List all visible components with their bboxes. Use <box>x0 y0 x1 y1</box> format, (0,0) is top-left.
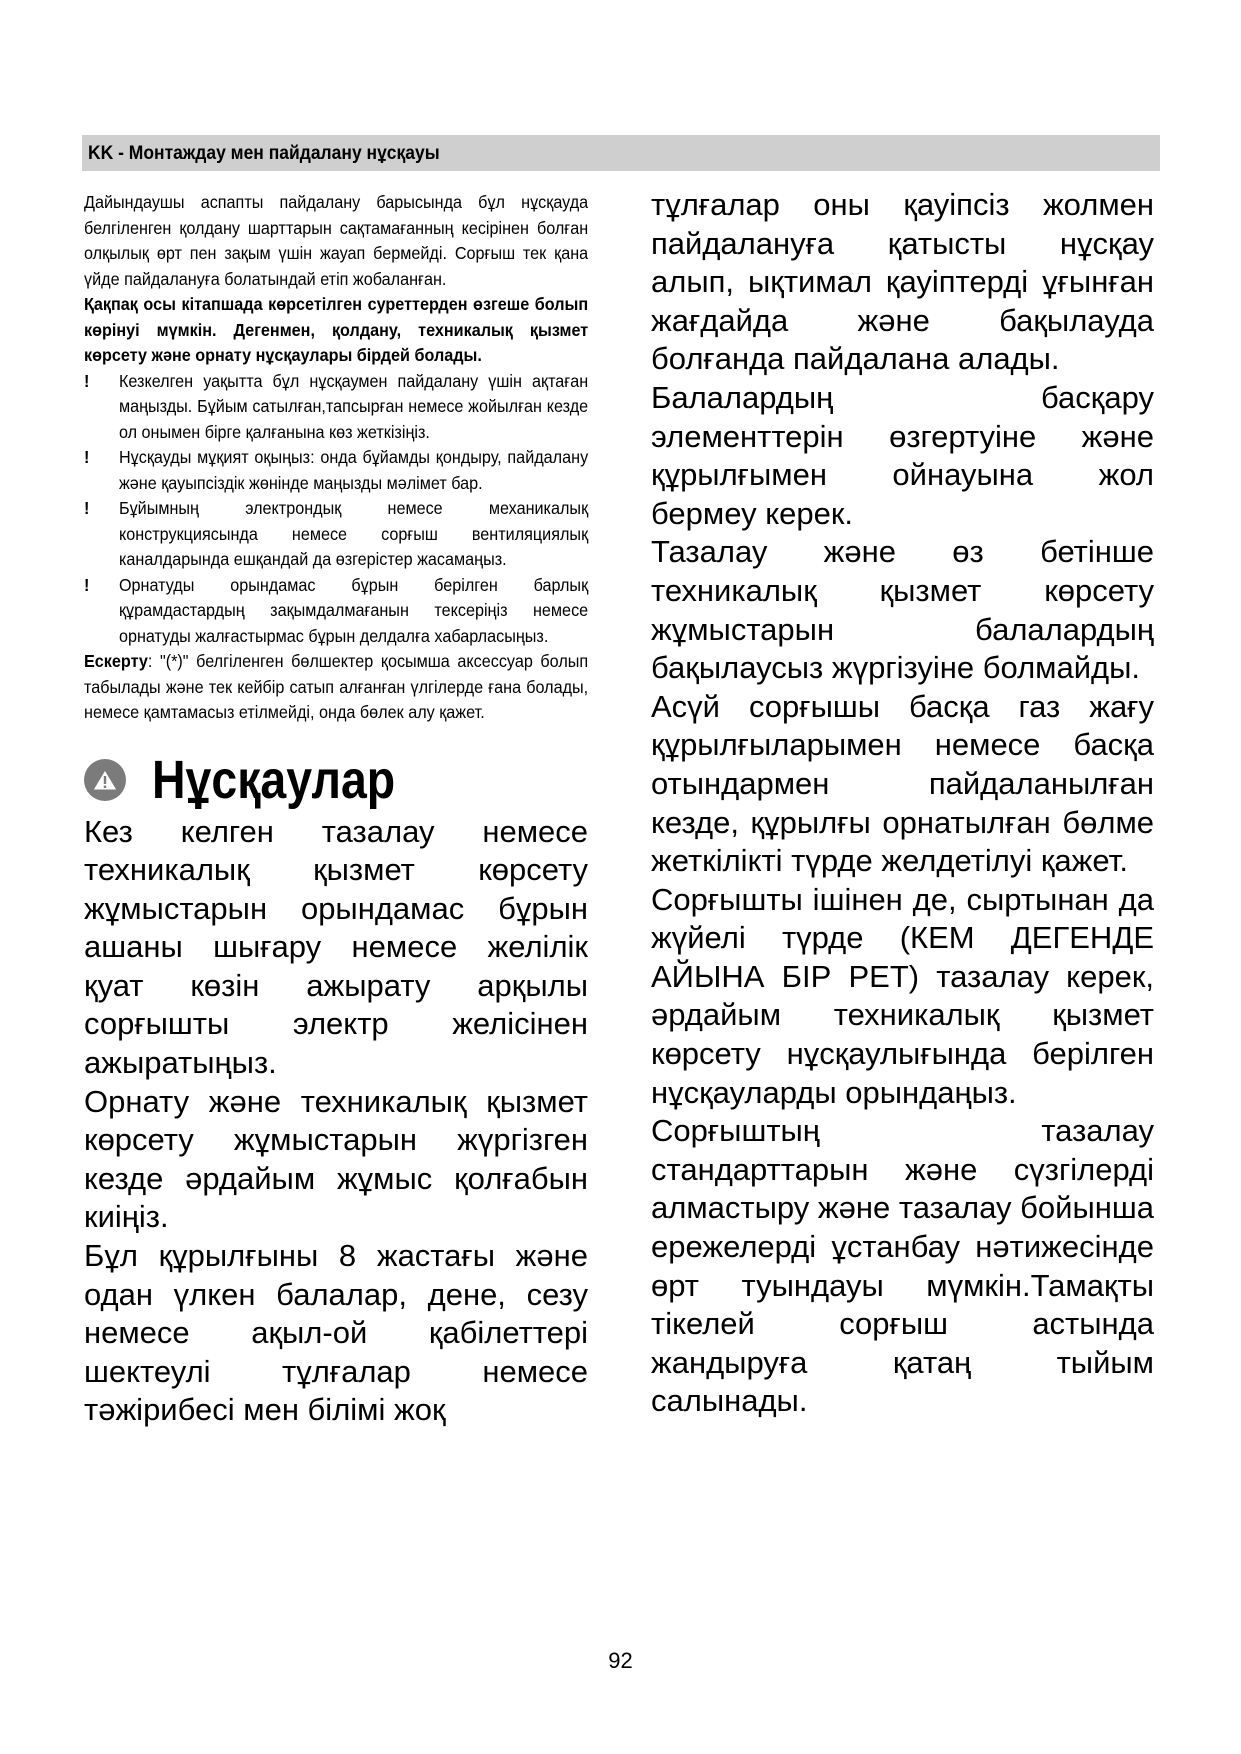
instruction-paragraph: тұлғалар оны қауіпсіз жолмен пайдалануға қатысты нұсқау алып, ықтимал қауіптерді ұғынған жағдайда және бақылауда болғанда пайдалана алады. <box>651 187 1154 377</box>
section-heading <box>84 750 588 810</box>
header-bar <box>82 135 1160 171</box>
note-label: Ескерту <box>84 651 148 671</box>
bullet-item <box>84 369 588 446</box>
section-title: Нұсқаулар <box>152 749 396 810</box>
bullet-text: Орнатуды орындамас бұрын берілген барлық құрамдастардың зақымдалмағанын тексеріңіз немесе орнатуды жалғастырмас бұрын делдалға хабарласыңыз. <box>118 574 589 646</box>
exclamation-icon: ! <box>84 370 90 391</box>
note-text: : "(*)" белгіленген бөлшектер қосымша аксессуар болып табылады және тек кейбір сатып алғанған үлгілерде ғана болады, немесе қамтамасыз етілмейді, онда бөлек алу қажет. <box>84 651 589 722</box>
bullet-text: Бұйымның электрондық немесе механикалық конструкциясында немесе сорғыш вентиляциялық каналдарында ешқандай да өзгерістер жасамаңыз. <box>118 498 589 569</box>
exclamation-icon: ! <box>84 574 90 595</box>
right-column <box>651 186 1154 1421</box>
instruction-paragraph: Бұл құрылғыны 8 жастағы және одан үлкен балалар, дене, сезу немесе ақыл-ой қабілеттері шектеулі тұлғалар немесе тәжірибесі мен білімі жоқ <box>84 1238 588 1428</box>
page-number: 92 <box>608 1648 633 1673</box>
bullet-item <box>84 573 588 650</box>
bullet-text: Кезкелген уақытта бұл нұсқаумен пайдалану үшін ақтаған маңызды. Бұйым сатылған,тапсырған немесе жойылған кезде ол онымен бірге қалғанына көз жеткізіңіз. <box>118 370 589 442</box>
instruction-paragraph: Кез келген тазалау немесе техникалық қызмет көрсету жұмыстарын орындамас бұрын ашаны шығару немесе желілік қуат көзін ажырату арқылы сорғышты электр желісінен ажыратыңыз. <box>84 813 588 1081</box>
left-column <box>84 190 588 1430</box>
instruction-paragraph: Тазалау және өз бетінше техникалық қызмет көрсету жұмыстарын балалардың бақылаусыз жүргізуіне болмайды. <box>651 534 1154 686</box>
header-title: KK - Монтаждау мен пайдалану нұсқауы <box>88 143 440 164</box>
bullet-item <box>84 445 588 496</box>
instruction-paragraph: Сорғышты ішінен де, сыртынан да жүйелі түрде (КЕМ ДЕГЕНДЕ АЙЫНА БІР РЕТ) тазалау керек, әрдайым техникалық қызмет көрсету нұсқаулығында берілген нұсқауларды орындаңыз. <box>651 881 1154 1110</box>
intro-paragraph: Дайындаушы аспапты пайдалану барысында бұл нұсқауда белгіленген қолдану шарттарын сақтамағанның кесірінен болған олқылық өрт пен зақым үшін жауап бермейді. Сорғыш тек қана үйде пайдалануға болатындай етіп жобаланған. <box>84 192 589 289</box>
note-paragraph <box>84 649 588 726</box>
bullet-item <box>84 496 588 573</box>
intro-bold-paragraph: Қақпақ осы кітапшада көрсетілген суреттерден өзгеше болып көрінуі мүмкін. Дегенмен, қолдану, техникалық қызмет көрсету және орнату нұсқаулары бірдей болады. <box>84 294 589 365</box>
exclamation-icon: ! <box>84 498 90 518</box>
instruction-paragraph: Асүй сорғышы басқа газ жағу құрылғыларымен немесе басқа отындармен пайдаланылған кезде, құрылғы орнатылған бөлме жеткілікті түрде желдетілуі қажет. <box>651 688 1154 879</box>
instruction-paragraph: Орнату және техникалық қызмет көрсету жұмыстарын жүргізген кезде әрдайым жұмыс қолғабын киіңіз. <box>84 1083 588 1235</box>
warning-triangle-icon <box>92 769 118 791</box>
bullet-text: Нұсқауды мұқият оқыңыз: онда бұйамды қондыру, пайдалану және қауыпсіздік жөнінде маңызды мәлімет бар. <box>118 447 589 493</box>
instruction-paragraph: Балалардың басқару элементтерін өзгертуіне және құрылғымен ойнауына жол бермеу керек. <box>651 379 1154 531</box>
right-instructions <box>651 186 1154 1421</box>
instruction-paragraph: Сорғыштың тазалау стандарттарын және сүзгілерді алмастыру және тазалау бойынша ережелерді ұстанбау нәтижесінде өрт туындауы мүмкін.Тамақты тікелей сорғыш астында жандыруға қатаң тыйым салынады. <box>651 1113 1154 1419</box>
left-instructions <box>84 813 588 1431</box>
intro-block <box>84 190 588 726</box>
warning-icon <box>84 759 126 801</box>
exclamation-icon: ! <box>84 447 90 467</box>
